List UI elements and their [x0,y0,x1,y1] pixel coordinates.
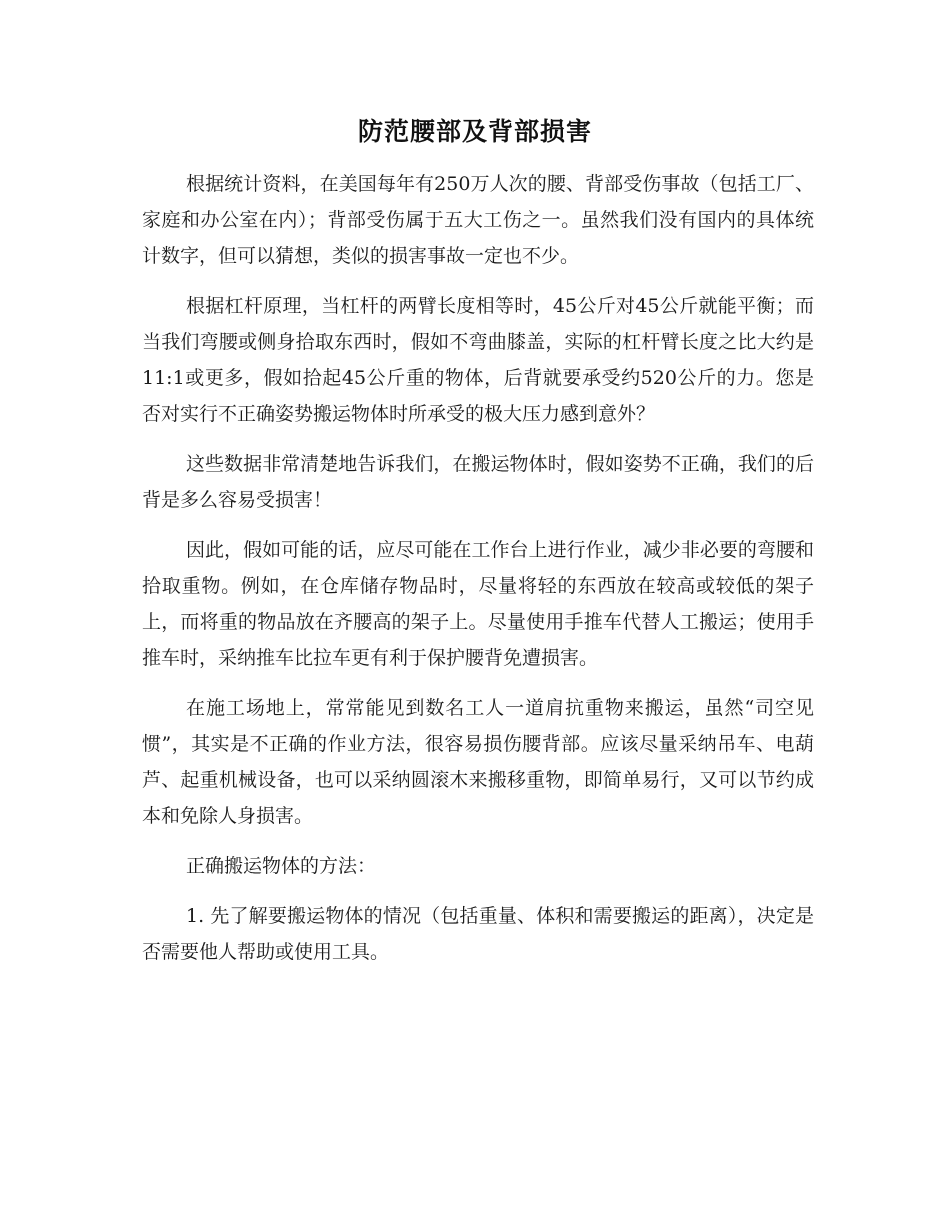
paragraph-workbench-advice: 因此，假如可能的话，应尽可能在工作台上进行作业，减少非必要的弯腰和拾取重物。例如，在仓库储存物品时，尽量将轻的东西放在较高或较低的架子上，而将重的物品放在齐腰高的架子上。尽量使用手推车代替人工搬运；使用手推车时，采纳推车比拉车更有利于保护腰背免遭损害。 [142,539,814,669]
paragraph-lever-principle: 根据杠杆原理，当杠杆的两臂长度相等时，45公斤对45公斤就能平衡；而当我们弯腰或侧身拾取东西时，假如不弯曲膝盖，实际的杠杆臂长度之比大约是11:1或更多，假如拾起45公斤重的物体，后背就要承受约520公斤的力。您是否对实行不正确姿势搬运物体时所承受的极大压力感到意外？ [142,295,814,425]
paragraph-method-1: 1. 先了解要搬运物体的情况（包括重量、体积和需要搬运的距离），决定是否需要他人帮助或使用工具。 [142,905,814,963]
paragraph-data-warning: 这些数据非常清楚地告诉我们，在搬运物体时，假如姿势不正确，我们的后背是多么容易受损害！ [142,453,814,511]
paragraph-statistics: 根据统计资料，在美国每年有250万人次的腰、背部受伤事故（包括工厂、家庭和办公室在内）；背部受伤属于五大工伤之一。虽然我们没有国内的具体统计数字，但可以猜想，类似的损害事故一定也不少。 [142,173,814,267]
paragraph-methods-heading: 正确搬运物体的方法： [186,855,377,877]
document-body [142,166,814,984]
paragraph-construction-site: 在施工场地上，常常能见到数名工人一道肩抗重物来搬运，虽然“司空见惯”，其实是不正确的作业方法，很容易损伤腰背部。应该尽量采纳吊车、电葫芦、起重机械设备，也可以采纳圆滚木来搬移重物，即简单易行，又可以节约成本和免除人身损害。 [142,697,814,827]
document-title: 防范腰部及背部损害 [357,117,592,146]
